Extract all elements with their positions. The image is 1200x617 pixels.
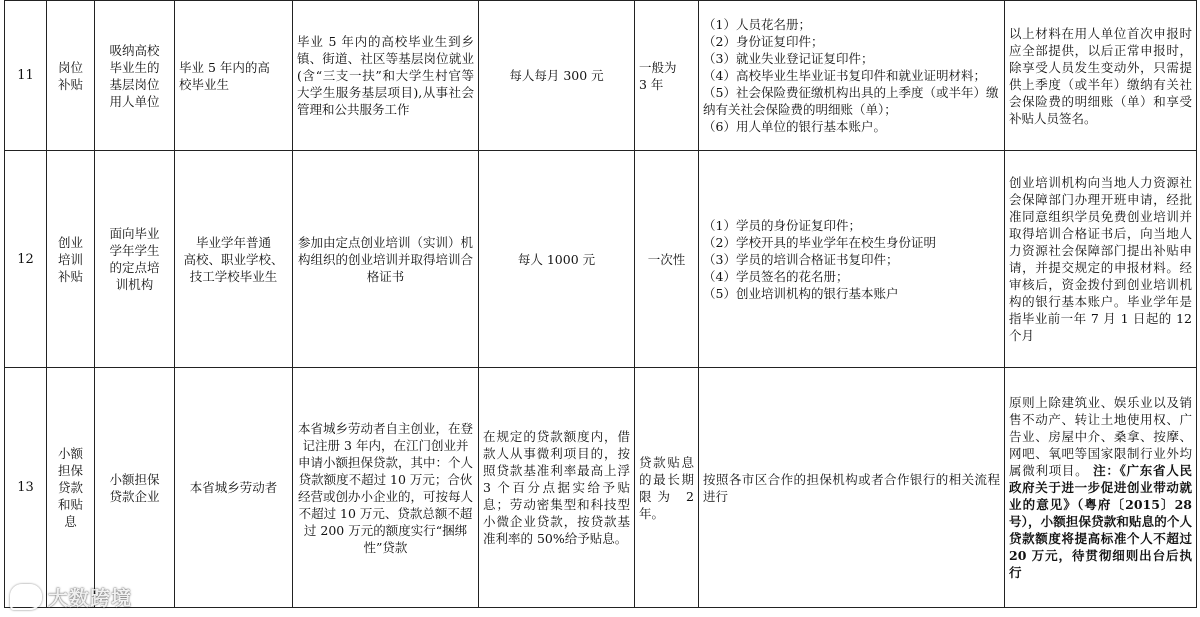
subsidy-table [4,0,1197,608]
eligibility-conditions: 参加由定点创业培训（实训）机构组织的创业培训并取得培训合格证书 [293,151,479,368]
material-item: （6）用人单位的银行基本账户。 [703,119,886,134]
material-item: （3）就业失业登记证复印件； [703,51,874,66]
table-row [5,368,1197,608]
subsidy-target: 面向毕业 学年学生 的定点培 训机构 [95,151,175,368]
row-number: 12 [5,151,47,368]
subsidy-standard: 每人 1000 元 [479,151,635,368]
material-item: （4）学员签名的花名册； [703,268,849,284]
subsidy-period: 一般为 3 年 [635,1,699,151]
application-materials: 按照各市区合作的担保机构或者合作银行的相关流程进行 [699,368,1005,608]
material-item: （1）学员的身份证复印件； [703,217,861,233]
application-materials [699,151,1005,368]
material-item: （2）学校开具的毕业学年在校生身份证明 [703,234,936,250]
application-materials [699,1,1005,151]
subsidy-type: 岗位 补贴 [47,1,95,151]
notes-text: 原则上除建筑业、娱乐业以及销售不动产、转让土地使用权、广告业、房屋中介、桑拿、按摩、网吧、氧吧等国家限制行业外均属微利项目。 [1009,395,1192,478]
eligibility-conditions: 本省城乡劳动者自主创业，在登记注册 3 年内，在江门创业并申请小额担保贷款，其中：个人贷款额度不超过 10 万元；合伙经营或创办小企业的，可按每人不超过 10 万元、贷款总额不超过 200 万元的额度实行“捆绑性”贷款 [293,368,479,608]
subsidy-standard: 在规定的贷款额度内，借款人从事微利项目的，按照贷款基准利率最高上浮 3 个百分点据实给予贴息；劳动密集型和科技型小微企业贷款，按贷款基准利率的 50%给予贴息。 [479,368,635,608]
row-number: 13 [5,368,47,608]
row-number: 11 [5,1,47,151]
eligible-persons: 毕业学年普通 高校、职业学校、 技工学校毕业生 [175,151,293,368]
material-item: （1）人员花名册； [703,17,811,32]
material-item: （5）创业培训机构的银行基本账户 [703,285,899,301]
material-item: （4）高校毕业生毕业证书复印件和就业证明材料； [703,68,986,83]
material-item: （2）身份证复印件； [703,34,824,49]
notes: 创业培训机构向当地人力资源社会保障部门办理开班申请，经批准同意组织学员免费创业培训并取得培训合格证书后，向当地人力资源社会保障部门提出补贴申请，并提交规定的申报材料。经审核后，资金拨付到创业培训机构的银行基本账户。毕业学年是指毕业前一年 7 月 1 日起的 12 个月 [1005,151,1197,368]
watermark-text: 大数跨境 [48,586,132,610]
notes: 以上材料在用人单位首次申报时应全部提供，以后正常申报时，除享受人员发生变动外，只需提供上季度（或半年）缴纳有关社会保险费的明细账（单）和享受补贴人员签名。 [1005,1,1197,151]
subsidy-period: 一次性 [635,151,699,368]
subsidy-target: 吸纳高校 毕业生的 基层岗位 用人单位 [95,1,175,151]
notes-bold: 注：《广东省人民政府关于进一步促进创业带动就业的意见》（粤府〔2015〕28 号），小额担保贷款和贴息的个人贷款额度将提高标准个人不超过 20 万元，待贯彻细则出台后执行 [1009,463,1192,580]
eligibility-conditions: 毕业 5 年内的高校毕业生到乡镇、街道、社区等基层岗位就业(含“三支一扶”和大学生村官等大学生服务基层项目),从事社会管理和公共服务工作 [293,1,479,151]
subsidy-type: 创业 培训 补贴 [47,151,95,368]
table-row [5,1,1197,151]
subsidy-standard: 每人每月 300 元 [479,1,635,151]
subsidy-type: 小额 担保 贷款 和贴 息 [47,368,95,608]
eligible-persons: 毕业 5 年内的高 校毕业生 [175,1,293,151]
material-item: （3）学员的培训合格证书复印件； [703,251,899,267]
material-item: （5）社会保险费征缴机构出具的上季度（或半年）缴纳有关社会保险费的明细账（单）； [703,85,999,117]
subsidy-period: 贷款贴息的最长期限为 2 年。 [635,368,699,608]
eligible-persons: 本省城乡劳动者 [175,368,293,608]
notes [1005,368,1197,608]
subsidy-target: 小额担保 贷款企业 [95,368,175,608]
table-row [5,151,1197,368]
